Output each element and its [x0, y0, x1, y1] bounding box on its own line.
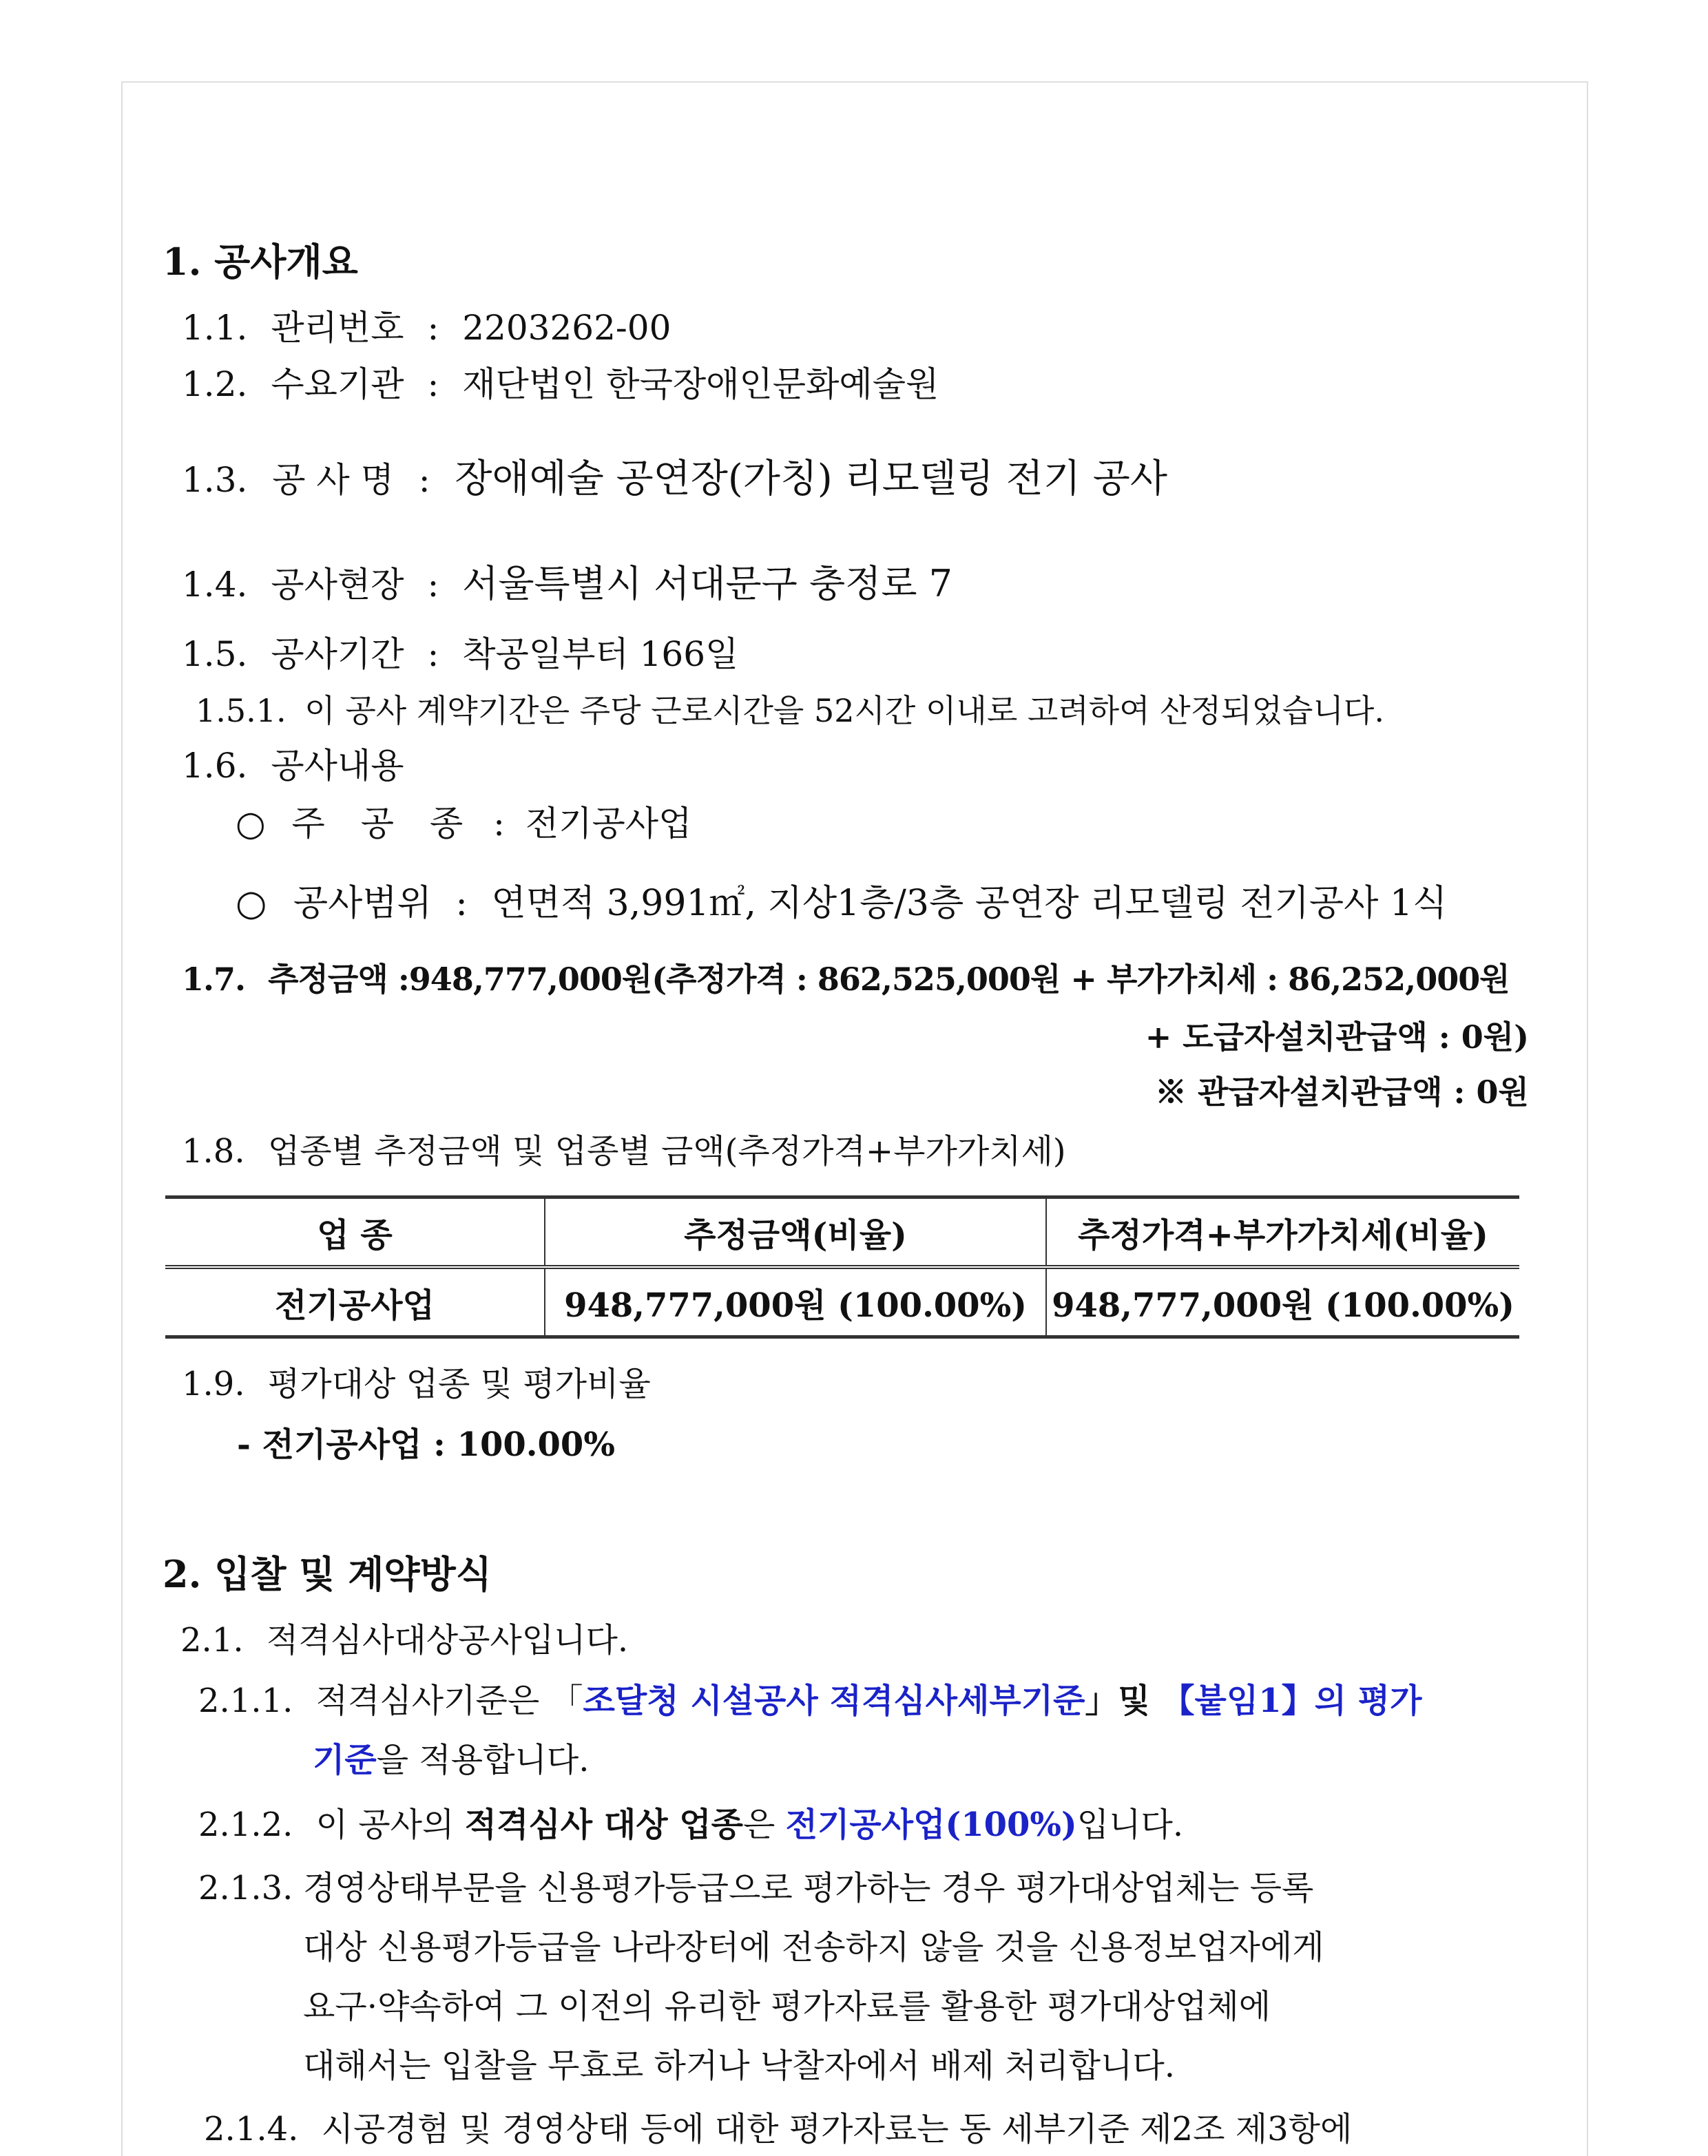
item-separator: :: [427, 308, 439, 348]
highlight-attachment: 【붙임1】의 평가: [1161, 1682, 1422, 1720]
item-text: 시공경험 및 경영상태 등에 대한 평가자료는 동 세부기준 제2조 제3항에: [321, 2110, 1353, 2148]
construction-site: 서울특별시 서대문구 충정로 7: [462, 562, 953, 605]
item-number: 1.6.: [182, 746, 248, 786]
item-separator: :: [455, 883, 468, 924]
item-label: 공사범위: [293, 883, 432, 924]
item-text: 을 적용합니다.: [376, 1741, 590, 1779]
demand-agency: 재단법인 한국장애인문화예술원: [462, 364, 939, 404]
item-text: 이 공사의: [315, 1806, 465, 1844]
item-2-1-3-line: 대상 신용평가등급을 나라장터에 전송하지 않을 것을 신용정보업자에게: [303, 1928, 1324, 1967]
item-1-2: [182, 364, 939, 405]
item-1-4: [182, 563, 952, 605]
section-1-heading: 1. 공사개요: [163, 240, 358, 284]
item-1-5-1: [196, 690, 1384, 731]
item-number: 2.1.3.: [198, 1869, 293, 1907]
item-text: 」및: [1085, 1682, 1162, 1720]
item-separator: :: [427, 565, 439, 605]
main-work-type: 전기공사업: [525, 804, 692, 844]
item-text: 입니다.: [1076, 1806, 1184, 1844]
item-2-1-1: [198, 1680, 1422, 1721]
item-number: 2.1.1.: [198, 1682, 293, 1720]
table-cell: 948,777,000원 (100.00%): [1046, 1267, 1519, 1337]
table-cell: 948,777,000원 (100.00%): [545, 1267, 1046, 1337]
item-separator: :: [493, 804, 505, 844]
management-number: 2203262-00: [462, 308, 671, 348]
item-text: 적격심사기준은 「: [315, 1682, 583, 1720]
item-1-6: [182, 745, 404, 786]
item-text: 이 공사 계약기간은 주당 근로시간을 52시간 이내로 고려하여 산정되었습니다.: [304, 692, 1384, 729]
item-1-3: [182, 459, 1167, 501]
item-2-1: [180, 1620, 628, 1661]
item-1-6-main-work: [236, 803, 691, 844]
item-label: 공 사 명: [272, 460, 394, 500]
item-text: 업종별 추정금액 및 업종별 금액(추정가격+부가가치세): [267, 1132, 1066, 1171]
item-text: 적격심사대상공사입니다.: [266, 1621, 629, 1660]
construction-name: 장애예술 공연장(가칭) 리모델링 전기 공사: [455, 457, 1167, 501]
item-separator: :: [427, 634, 439, 674]
construction-scope: 연면적 3,991㎡, 지상1층/3층 공연장 리모델링 전기공사 1식: [491, 883, 1448, 924]
item-number: 1.1.: [182, 308, 248, 348]
item-label: 공사내용: [271, 746, 404, 786]
estimated-amount-line: 추정금액 :948,777,000원(추정가격 : 862,525,000원 + 부가가치세 : 86,252,000원: [268, 961, 1510, 998]
item-label: 공사기간: [271, 634, 404, 674]
item-label: 주 공 종: [291, 804, 476, 844]
item-number: 1.9.: [182, 1365, 245, 1403]
item-2-1-4: [204, 2108, 1352, 2150]
item-text: 평가대상 업종 및 평가비율: [267, 1365, 651, 1403]
circle-bullet-icon: ○: [236, 804, 266, 844]
highlight-criteria-end: 기준: [313, 1741, 377, 1779]
item-number: 1.5.1.: [196, 692, 287, 729]
item-1-7: [182, 959, 1510, 1000]
construction-period: 착공일부터 166일: [462, 634, 739, 674]
item-number: 2.1.2.: [198, 1806, 293, 1844]
amount-table: [165, 1195, 1519, 1339]
item-1-6-scope: [236, 883, 1447, 924]
contractor-supply-amount: + 도급자설치관급액 : 0원): [1145, 1018, 1529, 1056]
table-cell: 전기공사업: [165, 1267, 545, 1337]
item-2-1-2: [198, 1804, 1183, 1845]
item-2-1-3: [198, 1867, 293, 1909]
circle-bullet-icon: ○: [236, 883, 267, 924]
item-1-1: [182, 307, 671, 348]
item-number: 1.3.: [182, 460, 248, 500]
item-number: 2.1.: [180, 1621, 244, 1660]
item-number: 1.2.: [182, 364, 248, 404]
item-number: 1.5.: [182, 634, 248, 674]
item-2-1-1-cont: [313, 1739, 589, 1781]
highlight-target-work: 적격심사 대상 업종: [464, 1806, 744, 1844]
table-header-cell: 추정가격+부가가치세(비율): [1046, 1197, 1519, 1268]
item-label: 공사현장: [271, 565, 404, 605]
table-row: [165, 1267, 1519, 1337]
item-1-9: [182, 1363, 651, 1405]
table-header-cell: 업 종: [165, 1197, 545, 1268]
table-header-row: [165, 1197, 1519, 1268]
item-2-1-3-line: 대해서는 입찰을 무효로 하거나 낙찰자에서 배제 처리합니다.: [303, 2047, 1176, 2085]
table-header-cell: 추정금액(비율): [545, 1197, 1046, 1268]
item-2-1-3-line: 경영상태부문을 신용평가등급으로 평가하는 경우 평가대상업체는 등록: [303, 1869, 1314, 1907]
section-2-heading: 2. 입찰 및 계약방식: [163, 1552, 492, 1596]
item-text: 은: [743, 1806, 786, 1844]
item-1-5: [182, 634, 738, 675]
item-number: 1.4.: [182, 565, 248, 605]
item-label: 관리번호: [271, 308, 404, 348]
item-1-8: [182, 1131, 1066, 1172]
highlight-criteria: 조달청 시설공사 적격심사세부기준: [583, 1682, 1085, 1720]
evaluation-ratio: - 전기공사업 : 100.00%: [237, 1425, 615, 1464]
item-separator: :: [418, 460, 430, 500]
item-number: 1.8.: [182, 1132, 245, 1171]
item-number: 1.7.: [182, 961, 246, 998]
highlight-work-type: 전기공사업(100%): [785, 1806, 1077, 1844]
item-2-1-3-line: 요구·약속하여 그 이전의 유리한 평가자료를 활용한 평가대상업체에: [303, 1987, 1271, 2026]
government-supply-amount: ※ 관급자설치관급액 : 0원: [1155, 1074, 1529, 1111]
item-label: 수요기관: [271, 364, 404, 404]
item-number: 2.1.4.: [204, 2110, 299, 2148]
item-separator: :: [427, 364, 439, 404]
